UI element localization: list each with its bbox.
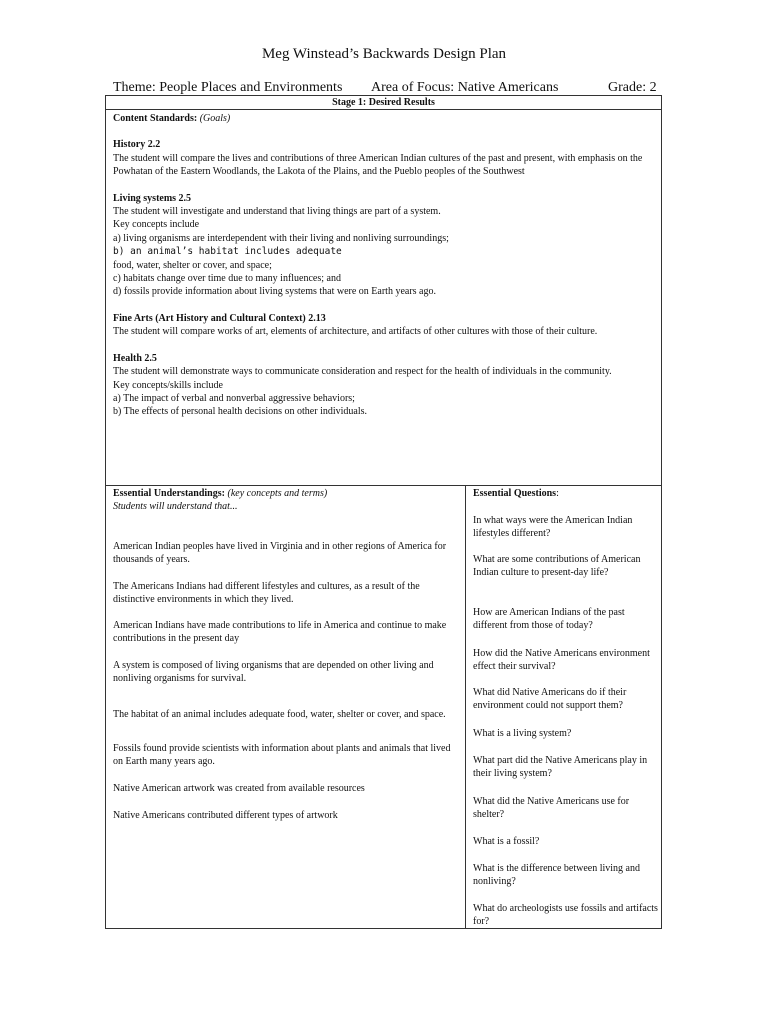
understanding-item: Native American artwork was created from available resources [113,783,365,794]
understanding-item: Fossils found provide scientists with information about plants and animals that lived on Earth many years ago. [113,743,451,768]
understanding-item: Native Americans contributed different types of artwork [113,810,338,821]
question-item: What do archeologists use fossils and artifacts for? [473,903,658,928]
health-title: Health 2.5 [113,352,157,364]
document-title: Meg Winstead’s Backwards Design Plan [261,46,507,62]
living-line-6: c) habitats change over time due to many influences; and [113,273,341,285]
focus-label: Area of Focus: Native Americans [371,80,559,95]
grade-label: Grade: 2 [608,80,657,95]
question-item: What are some contributions of American Indian culture to present-day life? [473,554,641,579]
questions-label: Essential Questions [473,488,557,499]
stage1-heading: Stage 1: Desired Results [106,96,661,110]
health-line-2: Key concepts/skills include [113,379,223,391]
content-standards-label: Content Standards: [113,113,198,124]
understandings-column: Essential Understandings: (key concepts and terms) Students will understand that... American Indian peoples have lived in Virginia and in other regions of America for thousands of years. The Americans Indians had different lifestyles and cultures, as a result of the distinctive environments in which they lived. American Indians have made contributions to life in America and continue to make contributions in the present day A system is composed of living organisms that are depended on other living and nonliving organisms for survival. The habitat of an animal includes adequate food, water, shelter or cover, and space. Fossils found provide scientists with information about plants and animals that lived on Earth many years ago. Native American artwork was created from available resources Native Americans contributed different types of artwork [106,486,466,928]
question-item: What part did the Native Americans play in their living system? [473,755,648,780]
living-line-1: The student will investigate and understand that living things are part of a system. [113,206,441,218]
history-text: The student will compare the lives and contributions of three American Indian cultures of the past and present, with emphasis on the Powhatan of the Eastern Woodlands, the Lakota of the Plains, and the Pueblo peoples of the Southwest [113,152,643,178]
understanding-item: The habitat of an animal includes adequate food, water, shelter or cover, and space. [113,709,446,720]
living-line-7: d) fossils provide information about living systems that were on Earth years ago. [113,286,436,298]
theme-label: Theme: People Places and Environments [113,80,343,95]
question-item: What is a living system? [473,728,572,739]
content-goals: (Goals) [199,113,231,124]
understanding-item: The Americans Indians had different lifestyles and cultures, as a result of the distinctive environments in which they lived. [113,581,420,606]
question-item: How are American Indians of the past different from those of today? [473,607,625,632]
health-line-4: b) The effects of personal health decisions on other individuals. [113,406,368,418]
fine-arts-text: The student will compare works of art, elements of architecture, and artifacts of other cultures with those of their culture. [113,326,598,338]
stage1-table [105,95,662,486]
questions-column: Essential Questions: In what ways were the American Indian lifestyles different? What are some contributions of American Indian culture to present-day life? How are American Indians of the past different from those of today? How did the Native Americans environment effect their survival? What did Native Americans do if their environment could not support them? What is a living system? What part did the Native Americans play in their living system? What did the Native Americans use for shelter? What is a fossil? What is the difference between living and nonliving? What do archeologists use fossils and artifacts for? [473,488,658,928]
history-title: History 2.2 [113,139,161,151]
understandings-sublabel: (key concepts and terms) [227,488,328,499]
question-item: What is the difference between living and nonliving? [473,863,640,888]
stage1-understandings-table [105,485,662,929]
question-item: What is a fossil? [473,836,540,847]
question-item: How did the Native Americans environment effect their survival? [473,648,650,673]
understandings-intro: Students will understand that... [113,501,238,512]
content-standards [106,110,661,421]
question-item: In what ways were the American Indian lifestyles different? [473,515,633,540]
understanding-item: American Indians have made contributions to life in America and continue to make contributions in the present day [113,620,447,645]
question-item: What did the Native Americans use for shelter? [473,796,630,821]
understanding-item: American Indian peoples have lived in Virginia and in other regions of America for thousands of years. [113,541,447,566]
understandings-label: Essential Understandings [113,488,222,499]
question-item: What did Native Americans do if their environment could not support them? [473,687,627,712]
living-line-5: food, water, shelter or cover, and space; [113,259,272,271]
living-line-2: Key concepts include [113,219,200,231]
living-title: Living systems 2.5 [113,192,192,204]
understanding-item: A system is composed of living organisms that are depended on other living and nonliving organisms for survival. [113,660,434,685]
living-line-4: b) an animal’s habitat includes adequate [113,246,342,258]
living-line-3: a) living organisms are interdependent with their living and nonliving surroundings; [113,232,449,244]
health-line-3: a) The impact of verbal and nonverbal aggressive behaviors; [113,392,355,404]
fine-arts-title: Fine Arts (Art History and Cultural Context) 2.13 [113,312,326,324]
health-line-1: The student will demonstrate ways to communicate consideration and respect for the health of individuals in the community. [113,366,612,378]
